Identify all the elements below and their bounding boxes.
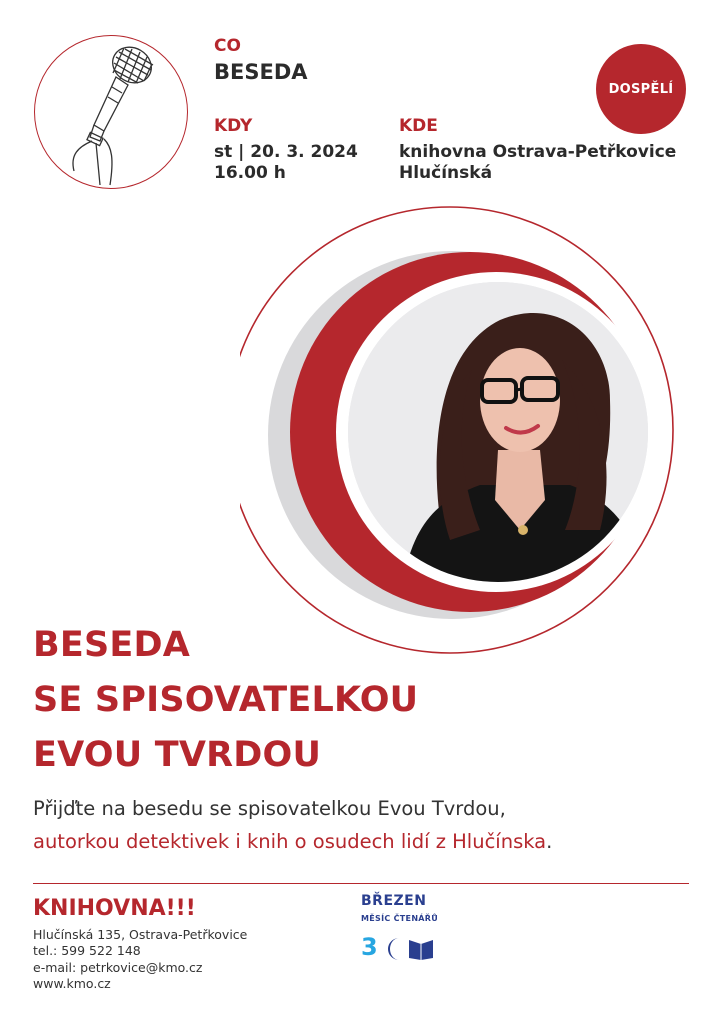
intro-paragraph: [33, 792, 552, 858]
book-icon: [408, 938, 434, 960]
portrait-graphic: [240, 200, 680, 660]
headline: [33, 618, 418, 783]
microphone-icon: [34, 35, 188, 189]
kde-street: Hlučínská: [399, 163, 493, 183]
co-value: BESEDA: [214, 60, 308, 84]
co-label: CO: [214, 36, 241, 56]
moon-icon: [383, 936, 405, 962]
library-email[interactable]: e-mail: petrkovice@kmo.cz: [33, 960, 203, 975]
kdy-time: 16.00 h: [214, 163, 286, 183]
campaign-subtitle: MĚSÍC ČTENÁŘŮ: [361, 914, 439, 923]
microphone-icon-frame: [34, 35, 188, 189]
campaign-number: 3: [361, 933, 378, 961]
kdy-date: st | 20. 3. 2024: [214, 142, 358, 162]
library-phone: tel.: 599 522 148: [33, 943, 141, 958]
kdy-label: KDY: [214, 116, 253, 136]
library-address: Hlučínská 135, Ostrava-Petřkovice: [33, 927, 248, 942]
headline-line-3: EVOU TVRDOU: [33, 735, 322, 775]
intro-line-1: Přijďte na besedu se spisovatelkou Evou Tvrdou,: [33, 797, 506, 820]
intro-highlight: autorkou detektivek i knih o osudech lidí z Hlučínska: [33, 830, 547, 853]
intro-line-2: [33, 825, 552, 858]
kde-label: KDE: [399, 116, 438, 136]
kde-place: knihovna Ostrava-Petřkovice: [399, 142, 677, 162]
campaign-title: BŘEZEN: [361, 893, 427, 909]
footer-divider: [33, 883, 689, 884]
headline-line-2: SE SPISOVATELKOU: [33, 680, 419, 720]
audience-badge: DOSPĚLÍ: [596, 44, 686, 134]
headline-line-1: BESEDA: [33, 625, 191, 665]
library-web[interactable]: www.kmo.cz: [33, 976, 111, 991]
intro-end: .: [546, 830, 553, 853]
library-name: KNIHOVNA!!!: [33, 896, 196, 921]
campaign-logo: [361, 933, 441, 965]
